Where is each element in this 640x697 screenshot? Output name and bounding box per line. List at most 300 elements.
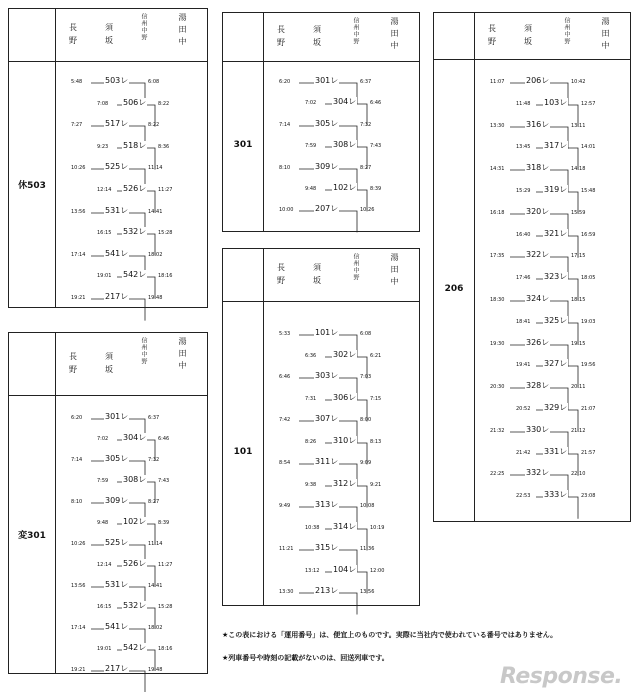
train-row (223, 478, 419, 500)
arrival-time: 6:46 (158, 436, 170, 442)
arrival-time: 7:32 (148, 457, 160, 463)
arrival-time: 10:26 (360, 207, 375, 214)
departure-time: 19:41 (516, 362, 531, 369)
train-row (223, 456, 419, 478)
station-nagano: 長野 (69, 352, 83, 374)
arrival-time: 18:15 (571, 297, 586, 303)
operation-label: 休503 (18, 181, 46, 191)
arrival-time: 20:11 (571, 384, 586, 391)
train-number: 305レ (105, 454, 129, 463)
train-row (9, 97, 207, 119)
train-path-line (434, 184, 630, 208)
arrival-time: 21:07 (581, 406, 596, 412)
train-number: 323レ (544, 272, 568, 282)
station-shinshu-nakano: 信州中野 (563, 17, 570, 45)
train-row (9, 75, 207, 97)
departure-time: 10:26 (71, 165, 86, 172)
train-path-line (434, 97, 630, 121)
departure-time: 14:31 (490, 166, 505, 173)
train-row (434, 402, 630, 424)
train-row (9, 474, 207, 495)
train-row (434, 184, 630, 206)
arrival-time: 7:32 (360, 121, 372, 128)
train-row (434, 446, 630, 468)
arrival-time: 14:01 (581, 144, 596, 151)
train-number: 541レ (105, 622, 129, 631)
train-number: 324レ (526, 294, 550, 303)
arrival-time: 6:37 (148, 415, 160, 421)
departure-time: 19:01 (97, 646, 112, 652)
departure-time: 16:15 (97, 604, 112, 610)
departure-time: 10:26 (71, 541, 86, 547)
train-row (9, 183, 207, 205)
train-row (434, 315, 630, 337)
station-yudanaka: 湯田中 (178, 337, 187, 373)
departure-time: 7:02 (97, 436, 109, 442)
departure-time: 9:38 (305, 481, 317, 488)
train-number: 542レ (123, 643, 147, 652)
departure-time: 7:59 (97, 478, 109, 484)
train-path-line (223, 96, 419, 119)
arrival-time: 7:43 (158, 478, 170, 484)
arrival-time: 22:10 (571, 471, 586, 478)
arrival-time: 8:39 (370, 186, 382, 192)
train-path-line (223, 139, 419, 162)
train-row (223, 370, 419, 392)
arrival-time: 9:09 (360, 460, 372, 466)
departure-time: 7:08 (97, 100, 109, 107)
arrival-time: 19:56 (581, 362, 596, 369)
train-number: 330レ (526, 424, 550, 434)
arrival-time: 21:12 (571, 427, 586, 434)
departure-time: 13:56 (71, 583, 86, 589)
train-path-line (223, 435, 419, 459)
arrival-time: 6:46 (370, 100, 382, 107)
train-row (9, 516, 207, 537)
arrival-time: 11:27 (158, 562, 173, 568)
departure-time: 19:01 (97, 273, 112, 280)
departure-time: 22:53 (516, 493, 531, 500)
arrival-time: 10:42 (571, 79, 586, 85)
departure-time: 8:54 (279, 460, 291, 466)
departure-time: 16:15 (97, 230, 112, 237)
train-row (223, 96, 419, 117)
departure-time: 9:48 (97, 520, 109, 526)
train-row (223, 521, 419, 543)
train-number: 207レ (315, 204, 339, 214)
departure-time: 17:14 (71, 251, 86, 258)
station-shinshu-nakano: 信州中野 (140, 13, 147, 41)
train-number: 329レ (544, 403, 568, 412)
station-suzaka: 須坂 (313, 263, 327, 285)
station-nagano: 長野 (277, 25, 291, 47)
arrival-time: 19:15 (571, 340, 586, 347)
train-number: 525レ (105, 538, 129, 547)
train-number: 518レ (123, 140, 147, 150)
train-number: 301レ (315, 76, 339, 85)
train-row (9, 161, 207, 183)
train-row (434, 337, 630, 359)
arrival-time: 12:00 (370, 567, 385, 574)
arrival-time: 9:21 (370, 481, 382, 488)
arrival-time: 11:27 (158, 187, 173, 193)
arrival-time: 8:13 (370, 438, 382, 445)
train-row (9, 226, 207, 248)
train-path-line (434, 358, 630, 382)
train-row (9, 579, 207, 600)
station-nagano: 長野 (69, 23, 83, 45)
train-path-line (223, 182, 419, 205)
train-row (434, 97, 630, 119)
train-row (434, 140, 630, 162)
train-number: 532レ (123, 601, 147, 610)
train-number: 327レ (544, 359, 568, 369)
train-row (434, 249, 630, 271)
train-path-line (223, 392, 419, 416)
departure-time: 7:14 (279, 121, 291, 128)
arrival-time: 11:14 (148, 541, 163, 547)
train-path-line (434, 315, 630, 339)
train-number: 305レ (315, 118, 339, 128)
train-row (9, 269, 207, 291)
departure-time: 15:29 (516, 188, 531, 194)
departure-time: 6:46 (279, 374, 291, 380)
note-deadhead: ★列車番号や時刻の記載がないのは、回送列車です。 (222, 654, 389, 662)
train-number: 531レ (105, 580, 129, 589)
train-row (223, 499, 419, 521)
train-number: 325レ (544, 315, 568, 325)
arrival-time: 14:18 (571, 166, 586, 173)
train-row (9, 621, 207, 642)
arrival-time: 8:22 (148, 122, 160, 129)
departure-time: 21:42 (516, 449, 531, 456)
train-number: 307レ (315, 414, 339, 423)
train-row (434, 489, 630, 511)
train-path-line (223, 478, 419, 502)
train-number: 319レ (544, 185, 568, 194)
train-row (223, 542, 419, 564)
train-row (223, 75, 419, 96)
departure-time: 20:30 (490, 384, 505, 391)
train-number: 308レ (123, 475, 147, 484)
train-path-line (434, 271, 630, 295)
train-row (223, 327, 419, 349)
departure-time: 12:14 (97, 562, 112, 568)
operation-label: 301 (233, 140, 253, 150)
train-row (434, 119, 630, 141)
arrival-time: 18:05 (581, 275, 596, 282)
train-number: 326レ (526, 337, 550, 347)
train-number: 312レ (333, 478, 357, 488)
train-row (9, 432, 207, 453)
train-number: 318レ (526, 163, 550, 173)
train-path-line (434, 446, 630, 470)
departure-time: 7:27 (71, 122, 83, 129)
train-number: 217レ (105, 664, 129, 673)
train-number: 304レ (123, 433, 147, 442)
operation-table-101 (222, 248, 420, 606)
train-row (9, 600, 207, 621)
train-number: 526レ (123, 184, 147, 193)
arrival-time: 7:03 (360, 374, 372, 380)
train-row (9, 411, 207, 432)
arrival-time: 12:57 (581, 100, 596, 107)
departure-time: 19:21 (71, 295, 86, 301)
train-row (434, 424, 630, 446)
train-row (223, 118, 419, 139)
departure-time: 7:14 (71, 457, 83, 463)
train-path-line (434, 402, 630, 426)
departure-time: 17:14 (71, 625, 86, 631)
train-row (9, 205, 207, 227)
train-row (223, 413, 419, 435)
train-number: 304レ (333, 97, 357, 107)
departure-time: 9:49 (279, 503, 291, 509)
departure-time: 6:20 (279, 79, 291, 85)
train-number: 101レ (315, 328, 339, 337)
arrival-time: 8:36 (158, 143, 170, 150)
departure-time: 10:38 (305, 524, 320, 531)
departure-time: 6:36 (305, 352, 317, 359)
departure-time: 7:02 (305, 100, 317, 107)
station-suzaka: 須坂 (313, 25, 327, 47)
train-number: 517レ (105, 119, 129, 129)
train-number: 102レ (123, 517, 147, 526)
train-number: 321レ (544, 228, 568, 238)
train-number: 301レ (105, 412, 129, 421)
train-row (9, 537, 207, 558)
operation-table-206 (433, 12, 631, 522)
arrival-time: 11:36 (360, 546, 375, 552)
arrival-time: 18:16 (158, 646, 173, 652)
train-number: 331レ (544, 446, 568, 456)
departure-time: 17:46 (516, 275, 531, 282)
station-yudanaka: 湯田中 (178, 13, 187, 49)
arrival-time: 19:48 (148, 667, 163, 673)
train-number: 532レ (123, 227, 147, 237)
departure-time: 8:26 (305, 438, 317, 445)
train-number: 306レ (333, 392, 357, 402)
train-number: 104レ (333, 564, 357, 574)
train-number: 541レ (105, 248, 129, 258)
train-number: 217レ (105, 292, 129, 301)
departure-time: 7:31 (305, 395, 317, 402)
arrival-time: 7:43 (370, 143, 382, 150)
station-yudanaka: 湯田中 (390, 253, 399, 289)
train-row (434, 358, 630, 380)
station-nagano: 長野 (277, 263, 291, 285)
train-path-line (434, 489, 630, 513)
departure-time: 22:25 (490, 471, 505, 478)
train-row (223, 435, 419, 457)
train-row (9, 248, 207, 270)
operation-label: 101 (233, 447, 253, 457)
departure-time: 11:21 (279, 546, 294, 552)
arrival-time: 6:08 (360, 331, 372, 337)
note-operation-number: ★この表における「運用番号」は、便宜上のものです。実際に当社内で使われている番号ではありません。 (222, 631, 558, 639)
departure-time: 13:12 (305, 567, 320, 574)
train-number: 309レ (315, 161, 339, 171)
train-row (223, 349, 419, 371)
train-number: 531レ (105, 205, 129, 215)
train-row (434, 293, 630, 315)
departure-time: 18:30 (490, 297, 505, 303)
train-row (9, 663, 207, 684)
station-shinshu-nakano: 信州中野 (352, 17, 359, 45)
departure-time: 8:10 (279, 164, 291, 171)
train-number: 316レ (526, 119, 550, 129)
station-suzaka: 須坂 (105, 23, 119, 45)
arrival-time: 10:19 (370, 524, 385, 531)
operation-table-301 (222, 12, 420, 232)
train-row (9, 140, 207, 162)
train-number: 526レ (123, 559, 147, 568)
train-number: 320レ (526, 206, 550, 216)
station-suzaka: 須坂 (524, 24, 538, 46)
train-row (9, 118, 207, 140)
train-row (434, 228, 630, 250)
train-path-line (434, 140, 630, 164)
train-number: 311レ (315, 457, 339, 466)
arrival-time: 11:14 (148, 165, 163, 172)
station-yudanaka: 湯田中 (390, 17, 399, 53)
train-number: 310レ (333, 435, 357, 445)
train-row (223, 182, 419, 203)
train-row (223, 585, 419, 607)
train-number: 313レ (315, 500, 339, 509)
station-suzaka: 須坂 (105, 352, 119, 374)
train-number: 322レ (526, 250, 550, 260)
station-shinshu-nakano: 信州中野 (352, 253, 359, 281)
departure-time: 9:48 (305, 186, 317, 192)
train-number: 328レ (526, 381, 550, 391)
train-row (223, 392, 419, 414)
arrival-time: 10:08 (360, 503, 375, 509)
arrival-time: 6:21 (370, 352, 382, 359)
departure-time: 5:48 (71, 79, 83, 85)
arrival-time: 14:41 (148, 208, 163, 215)
station-yudanaka: 湯田中 (601, 17, 610, 53)
train-number: 333レ (544, 490, 568, 500)
departure-time: 5:33 (279, 331, 291, 337)
train-number: 503レ (105, 76, 129, 85)
departure-time: 7:59 (305, 143, 317, 150)
train-number: 314レ (333, 521, 357, 531)
train-row (223, 203, 419, 224)
arrival-time: 17:15 (571, 253, 586, 260)
train-number: 213レ (315, 586, 339, 595)
arrival-time: 18:02 (148, 251, 163, 258)
departure-time: 13:30 (279, 589, 294, 595)
train-row (434, 467, 630, 489)
train-number: 506レ (123, 97, 147, 107)
train-number: 308レ (333, 140, 357, 150)
departure-time: 10:00 (279, 207, 294, 214)
departure-time: 17:35 (490, 253, 505, 260)
departure-time: 13:56 (71, 208, 86, 215)
arrival-time: 7:15 (370, 395, 382, 402)
arrival-time: 21:57 (581, 449, 596, 456)
train-row (434, 380, 630, 402)
arrival-time: 15:59 (571, 209, 586, 216)
departure-time: 13:45 (516, 144, 531, 151)
operation-table-kyu503 (8, 8, 208, 308)
train-row (9, 495, 207, 516)
train-number: 309レ (105, 496, 129, 505)
departure-time: 20:52 (516, 406, 531, 412)
train-path-line (223, 349, 419, 373)
operation-label: 206 (444, 284, 464, 294)
train-number: 315レ (315, 543, 339, 552)
departure-time: 13:30 (490, 122, 505, 129)
train-path-line (434, 228, 630, 252)
train-number: 525レ (105, 162, 129, 172)
arrival-time: 6:37 (360, 79, 372, 85)
departure-time: 12:14 (97, 187, 112, 193)
arrival-time: 15:28 (158, 230, 173, 237)
departure-time: 11:48 (516, 100, 531, 107)
arrival-time: 13:56 (360, 589, 375, 595)
departure-time: 18:41 (516, 318, 531, 325)
departure-time: 7:42 (279, 417, 291, 423)
train-number: 317レ (544, 141, 568, 151)
arrival-time: 16:59 (581, 231, 596, 238)
train-row (9, 291, 207, 313)
station-nagano: 長野 (488, 24, 502, 46)
departure-time: 6:20 (71, 415, 83, 421)
arrival-time: 13:11 (571, 122, 586, 129)
train-row (223, 139, 419, 160)
train-number: 103レ (544, 97, 568, 107)
arrival-time: 19:48 (148, 295, 163, 301)
train-row (434, 162, 630, 184)
train-number: 303レ (315, 371, 339, 380)
arrival-time: 23:08 (581, 493, 596, 500)
train-number: 302レ (333, 349, 357, 359)
train-number: 332レ (526, 468, 550, 478)
train-row (9, 453, 207, 474)
response-logo: Response. (500, 664, 623, 689)
arrival-time: 15:28 (158, 604, 173, 610)
departure-time: 8:10 (71, 499, 83, 505)
arrival-time: 19:03 (581, 318, 596, 325)
train-number: 102レ (333, 183, 357, 192)
operation-label: 変301 (18, 531, 46, 541)
departure-time: 9:23 (97, 143, 109, 150)
arrival-time: 18:02 (148, 625, 163, 631)
train-path-line (223, 521, 419, 545)
departure-time: 19:30 (490, 340, 505, 347)
train-row (434, 75, 630, 97)
arrival-time: 8:22 (158, 100, 170, 107)
train-number: 206レ (526, 76, 550, 85)
arrival-time: 14:41 (148, 583, 163, 589)
departure-time: 21:32 (490, 427, 505, 434)
arrival-time: 8:27 (360, 164, 372, 171)
operation-table-hen301 (8, 332, 208, 674)
train-row (223, 564, 419, 586)
arrival-time: 8:39 (158, 520, 170, 526)
arrival-time: 8:00 (360, 417, 372, 423)
train-number: 542レ (123, 270, 147, 280)
train-row (434, 206, 630, 228)
train-row (9, 642, 207, 663)
arrival-time: 18:16 (158, 273, 173, 280)
arrival-time: 15:48 (581, 188, 596, 194)
departure-time: 16:40 (516, 231, 531, 238)
arrival-time: 8:27 (148, 499, 160, 505)
train-path-line (223, 564, 419, 588)
